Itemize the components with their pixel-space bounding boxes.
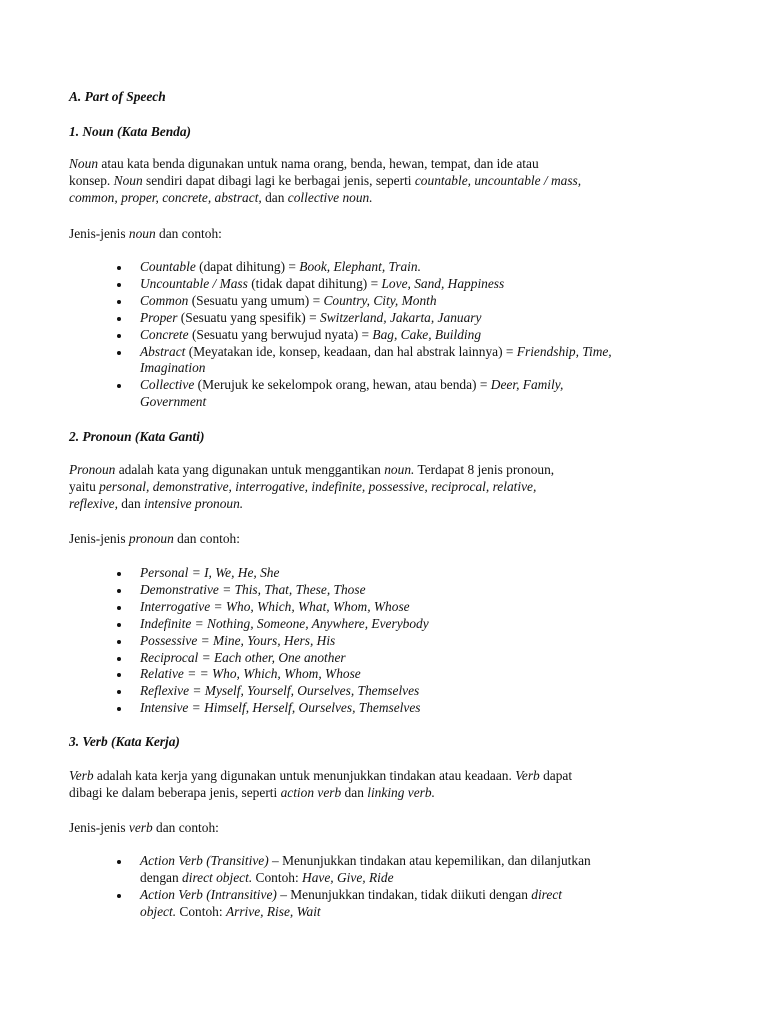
text-run: (Merujuk ke sekelompok orang, hewan, atau benda) = [194,377,491,393]
italic-text: Bag, Cake, Building [372,326,482,342]
italic-text: Verb [515,768,540,783]
bullet-icon [117,606,121,610]
bullet-icon [117,690,121,694]
italic-text: Proper [140,309,178,325]
italic-text: Friendship, Time, [516,343,612,359]
italic-text: Relative = = Who, Which, Whom, Whose [140,666,361,682]
noun-heading: 1. Noun (Kata Benda) [69,124,192,139]
pronoun-list-intro [69,530,699,547]
pronoun-type-item [0,582,700,599]
pronoun-type-item [0,616,700,633]
italic-text: personal, demonstrative, interrogative, indefinite, possessive, reciprocal, relative, [99,479,537,495]
italic-text: noun. [384,462,415,477]
italic-text: Verb [69,768,94,783]
italic-text: noun [128,226,156,241]
pronoun-type-item [0,650,700,667]
pronoun-type-item [0,633,700,650]
text-run: – Menunjukkan tindakan, tidak diikuti dengan [276,886,532,902]
bullet-icon [117,317,121,321]
italic-text: Indefinite = Nothing, Someone, Anywhere, Everybody [140,615,429,631]
bullet-icon [117,657,121,661]
italic-text: Demonstrative = This, That, These, Those [140,581,366,597]
italic-text: Book, Elephant, Train. [299,259,421,274]
noun-list-intro [69,225,699,242]
text-run: dengan [140,869,183,885]
pronoun-heading: 2. Pronoun (Kata Ganti) [69,429,205,444]
bullet-icon [117,860,121,864]
noun-type-item [0,327,700,344]
text-run: dapat [539,768,573,783]
document-title: A. Part of Speech [69,89,166,104]
italic-text: Abstract [140,343,186,359]
italic-text: collective noun. [287,190,373,206]
verb-type-list [0,853,700,921]
italic-text: Common [140,292,189,308]
italic-text: object. [140,903,177,919]
italic-text: Intensive = Himself, Herself, Ourselves, Themselves [140,700,421,716]
italic-text: Possessive = Mine, Yours, Hers, His [140,632,336,648]
italic-text: Action Verb (Intransitive) [140,886,277,902]
italic-text: verb [128,820,153,835]
bullet-icon [117,334,121,338]
italic-text: direct [531,886,562,902]
italic-text: intensive pronoun. [143,496,244,512]
text-run: sendiri dapat dibagi lagi ke berbagai jenis, seperti [142,173,415,189]
pronoun-type-item [0,700,700,717]
italic-text: Country, City, Month [323,292,437,308]
pronoun-type-list [0,565,700,717]
verb-heading: 3. Verb (Kata Kerja) [69,734,180,749]
noun-type-item [0,310,700,327]
italic-text: Pronoun [69,462,116,477]
text-run: Terdapat 8 jenis pronoun, [414,462,555,477]
italic-text: Noun [113,173,143,189]
bullet-icon [117,351,121,355]
text-run: (Sesuatu yang umum) = [188,292,324,308]
pronoun-type-item [0,666,700,683]
text-run: dan contoh: [155,226,222,241]
noun-paragraph [69,155,699,207]
italic-text: Government [140,394,207,410]
italic-text: linking verb. [367,785,435,801]
text-run: (Sesuatu yang berwujud nyata) = [188,326,373,342]
bullet-icon [117,589,121,593]
pronoun-type-item [0,683,700,700]
noun-type-item [0,293,700,310]
pronoun-paragraph [69,461,699,513]
italic-text: reflexive, [69,496,118,512]
italic-text: Deer, Family, [490,377,564,393]
italic-text: Countable [140,259,196,274]
text-run: dibagi ke dalam beberapa jenis, seperti [69,785,281,801]
verb-paragraph [69,767,699,801]
italic-text: Love, Sand, Happiness [381,275,505,291]
text-run: Jenis-jenis [69,226,129,241]
verb-list-intro [69,819,699,836]
bullet-icon [117,640,121,644]
text-run: Contoh: [252,869,303,885]
text-run: Contoh: [176,903,226,919]
bullet-icon [117,266,121,270]
noun-type-item [0,377,700,411]
noun-type-list [0,259,700,411]
noun-type-item [0,259,700,276]
bullet-icon [117,283,121,287]
bullet-icon [117,707,121,711]
bullet-icon [117,623,121,627]
text-run: dan [117,496,144,512]
bullet-icon [117,673,121,677]
text-run: (tidak dapat dihitung) = [247,275,382,291]
verb-type-item [0,887,700,921]
verb-type-item [0,853,700,887]
bullet-icon [117,384,121,388]
italic-text: direct object. [182,869,253,885]
text-run: (Sesuatu yang spesifik) = [177,309,321,325]
italic-text: Reciprocal = Each other, One another [140,649,346,665]
italic-text: Switzerland, Jakarta, January [320,309,482,325]
italic-text: Action Verb (Transitive) [140,853,269,868]
text-run: dan contoh: [152,820,219,835]
bullet-icon [117,300,121,304]
italic-text: Interrogative = Who, Which, What, Whom, Whose [140,598,410,614]
italic-text: Arrive, Rise, Wait [225,903,321,919]
text-run: dan [341,785,368,801]
italic-text: Concrete [140,326,189,342]
italic-text: action verb [280,785,342,801]
italic-text: Reflexive = Myself, Yourself, Ourselves, Themselves [140,683,420,699]
italic-text: countable, uncountable / mass, [414,173,582,189]
text-run: dan contoh: [173,531,240,546]
pronoun-type-item [0,565,700,582]
italic-text: pronoun [128,531,174,546]
text-run: (Meyatakan ide, konsep, keadaan, dan hal abstrak lainnya) = [185,343,517,359]
text-run: Jenis-jenis [69,531,129,546]
italic-text: Collective [140,377,195,393]
italic-text: common, proper, concrete, abstract, [69,190,262,206]
italic-text: Have, Give, Ride [302,869,394,885]
italic-text: Personal = I, We, He, She [140,565,280,580]
text-run: konsep. [69,173,114,189]
text-run: atau kata benda digunakan untuk nama orang, benda, hewan, tempat, dan ide atau [98,156,539,171]
italic-text: Uncountable / Mass [140,275,248,291]
text-run: adalah kata kerja yang digunakan untuk menunjukkan tindakan atau keadaan. [93,768,516,783]
bullet-icon [117,894,121,898]
text-run: Jenis-jenis [69,820,129,835]
text-run: (dapat dihitung) = [195,259,300,274]
bullet-icon [117,572,121,576]
noun-type-item [0,344,700,378]
noun-type-item [0,276,700,293]
text-run: adalah kata yang digunakan untuk menggantikan [115,462,385,477]
text-run: – Menunjukkan tindakan atau kepemilikan, dan dilanjutkan [268,853,591,868]
italic-text: Imagination [140,360,206,376]
italic-text: Noun [69,156,99,171]
pronoun-type-item [0,599,700,616]
text-run: dan [261,190,288,206]
text-run: yaitu [69,479,100,495]
